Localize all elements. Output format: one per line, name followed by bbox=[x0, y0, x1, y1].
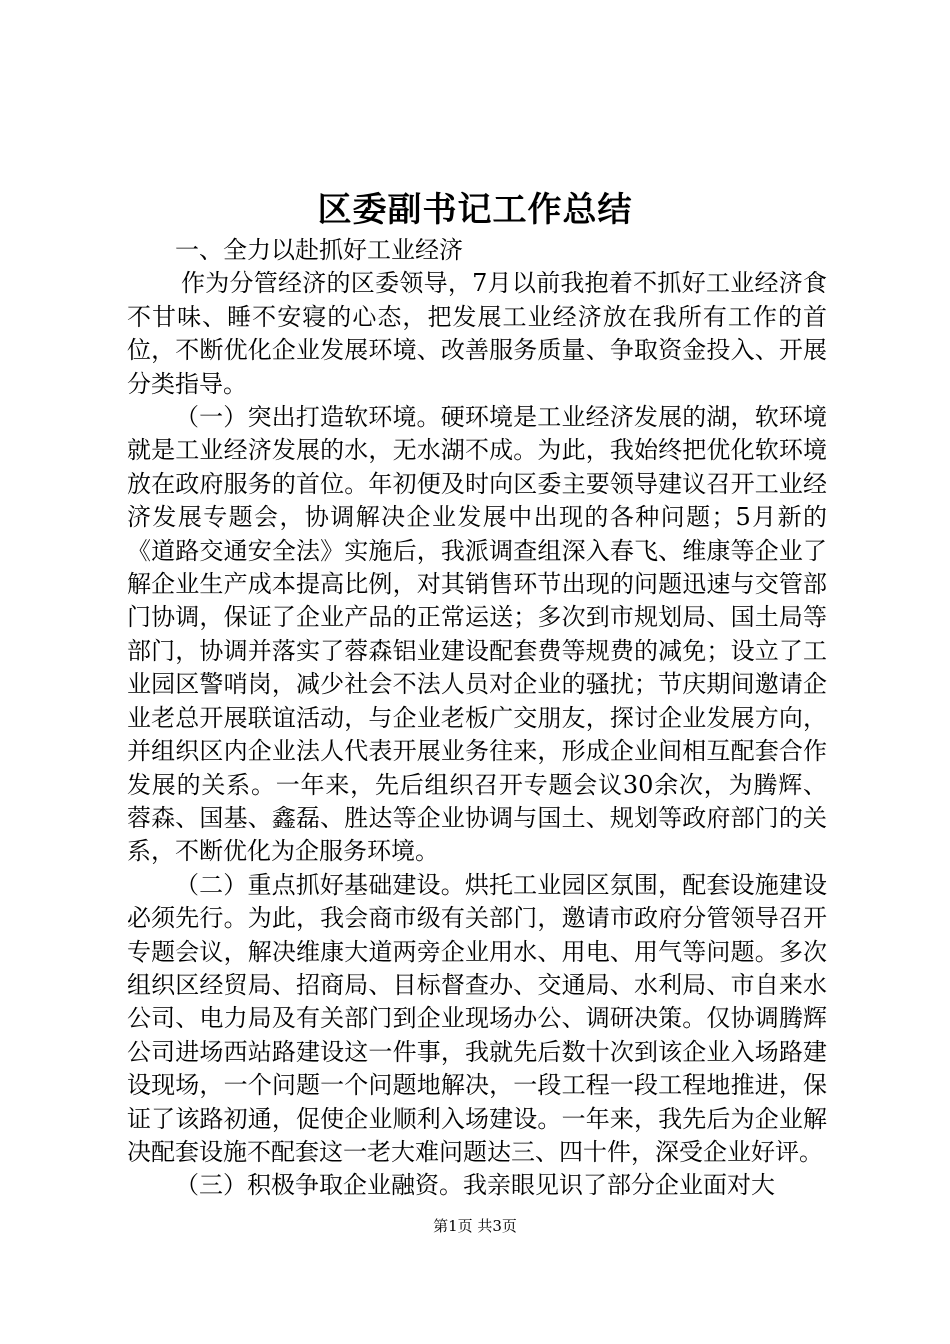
paragraph-financing: （三）积极争取企业融资。我亲眼见识了部分企业面对大 bbox=[175, 1171, 775, 1200]
section-heading: 一、全力以赴抓好工业经济 bbox=[175, 236, 463, 264]
paragraph-infrastructure: （二）重点抓好基础建设。烘托工业园区氛围，配套设施建设必须先行。为此，我会商市级有关部门，邀请市政府分管领导召开专题会议，解决维康大道两旁企业用水、用电、用气等问题。多次组织区经贸局、招商局、目标督查办、交通局、水利局、市自来水公司、电力局及有关部门到企业现场办公、调研决策。仅协调腾辉公司进场西站路建设这一件事，我就先后数十次到该企业入场路建设现场，一个问题一个问题地解决，一段工程一段工程地推进，保证了该路初通，促使企业顺利入场建设。一年来，我先后为企业解决配套设施不配套这一老大难问题达三、四十件，深受企业好评。 bbox=[127, 870, 827, 1166]
paragraph-intro: 作为分管经济的区委领导，7月以前我抱着不抓好工业经济食不甘味、睡不安寝的心态，把发展工业经济放在我所有工作的首位，不断优化企业发展环境、改善服务质量、争取资金投入、开展分类指导。 bbox=[127, 269, 827, 398]
document-title: 区委副书记工作总结 bbox=[317, 190, 633, 230]
paragraph-soft-environment: （一）突出打造软环境。硬环境是工业经济发展的湖，软环境就是工业经济发展的水，无水湖不成。为此，我始终把优化软环境放在政府服务的首位。年初便及时向区委主要领导建议召开工业经济发展专题会，协调解决企业发展中出现的各种问题；5月新的《道路交通安全法》实施后，我派调查组深入春飞、维康等企业了解企业生产成本提高比例，对其销售环节出现的问题迅速与交管部门协调，保证了企业产品的正常运送；多次到市规划局、国土局等部门，协调并落实了蓉森铝业建设配套费等规费的减免；设立了工业园区警哨岗，减少社会不法人员对企业的骚扰；节庆期间邀请企业老总开展联谊活动，与企业老板广交朋友，探讨企业发展方向，并组织区内企业法人代表开展业务往来，形成企业间相互配套合作发展的关系。一年来，先后组织召开专题会议30余次，为腾辉、蓉森、国基、鑫磊、胜达等企业协调与国土、规划等政府部门的关系，不断优化为企服务环境。 bbox=[127, 403, 827, 866]
document-body bbox=[127, 234, 827, 1203]
page-footer: 第1页 共3页 bbox=[433, 1217, 517, 1235]
